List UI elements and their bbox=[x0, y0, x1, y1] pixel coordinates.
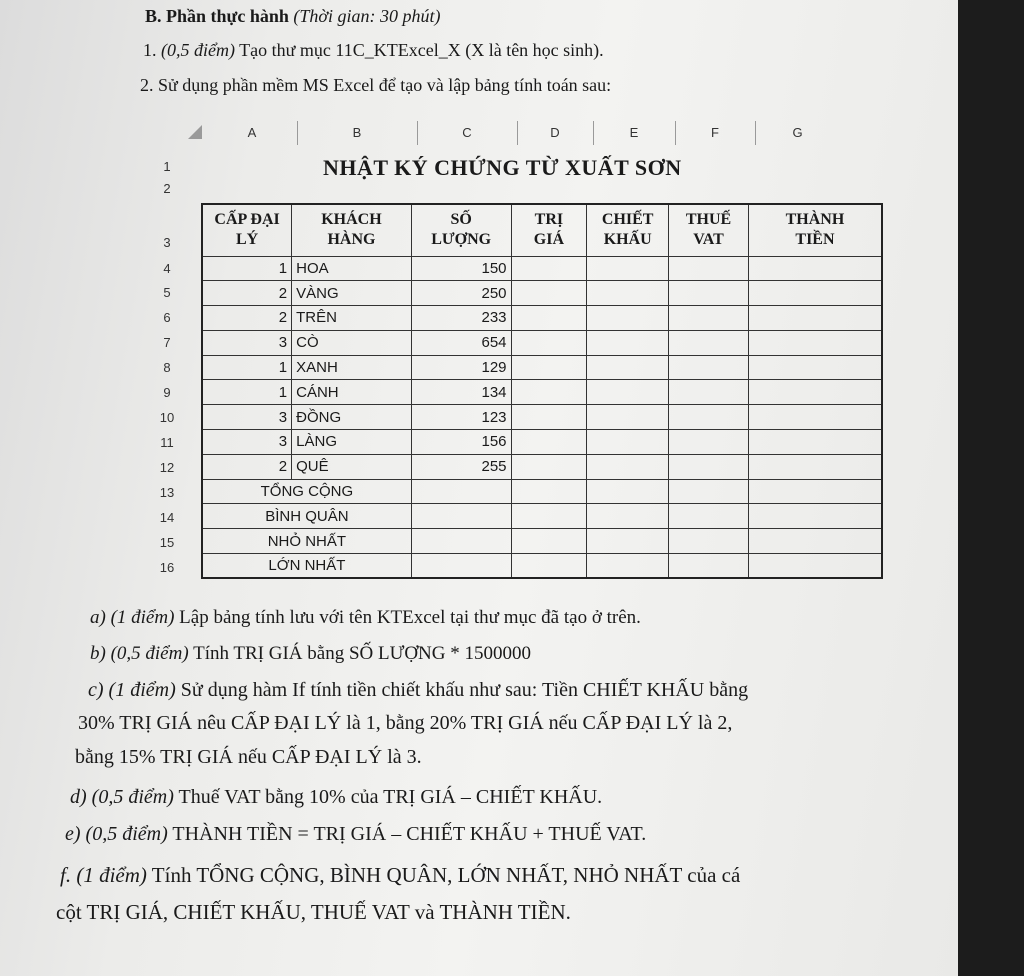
cell-empty bbox=[511, 504, 587, 529]
cell-empty bbox=[669, 380, 749, 405]
question-a-text: Lập bảng tính lưu với tên KTExcel tại thư mục đã tạo ở trên. bbox=[179, 607, 641, 628]
corner-triangle-icon bbox=[188, 125, 202, 139]
cell-empty bbox=[511, 529, 587, 554]
cell-empty bbox=[511, 554, 587, 579]
cell-empty bbox=[587, 355, 669, 380]
question-1-text: Tạo thư mục 11C_KTExcel_X (X là tên học sinh). bbox=[239, 40, 604, 60]
row-number: 2 bbox=[163, 181, 171, 196]
cell-empty bbox=[669, 330, 749, 355]
cell-empty bbox=[669, 529, 749, 554]
cell-empty bbox=[587, 281, 669, 306]
cell-empty bbox=[748, 529, 882, 554]
data-table bbox=[201, 203, 883, 579]
cell-empty bbox=[411, 479, 511, 504]
cell-cap: 3 bbox=[202, 430, 292, 455]
cell-empty bbox=[511, 306, 587, 331]
cell-empty bbox=[411, 554, 511, 579]
column-header-c: C bbox=[462, 124, 472, 140]
cell-empty bbox=[587, 529, 669, 554]
cell-empty bbox=[669, 430, 749, 455]
cell-khach: QUÊ bbox=[292, 454, 412, 479]
cell-cap: 1 bbox=[202, 380, 292, 405]
question-d-text: Thuế VAT bằng 10% của TRỊ GIÁ – CHIẾT KHẤU. bbox=[178, 786, 603, 808]
cell-khach: XANH bbox=[292, 355, 412, 380]
table-row bbox=[202, 380, 882, 405]
row-number: 4 bbox=[163, 261, 171, 276]
cell-empty bbox=[748, 430, 882, 455]
header-khach-hang: KHÁCH HÀNG bbox=[292, 204, 412, 256]
row-number: 10 bbox=[159, 410, 175, 425]
cell-empty bbox=[511, 256, 587, 281]
cell-cap: 1 bbox=[202, 355, 292, 380]
cell-khach: CÒ bbox=[292, 330, 412, 355]
row-number: 1 bbox=[163, 159, 171, 174]
summary-row bbox=[202, 529, 882, 554]
cell-khach: TRÊN bbox=[292, 306, 412, 331]
section-time: (Thời gian: 30 phút) bbox=[293, 6, 441, 26]
cell-empty bbox=[587, 504, 669, 529]
column-header-f: F bbox=[711, 124, 719, 140]
summary-row bbox=[202, 554, 882, 579]
table-row bbox=[202, 405, 882, 430]
question-e bbox=[65, 823, 646, 846]
header-thue-vat: THUẾ VAT bbox=[669, 204, 749, 256]
cell-empty bbox=[669, 405, 749, 430]
row-number: 12 bbox=[159, 460, 175, 475]
question-2: 2. Sử dụng phần mềm MS Excel để tạo và lập bảng tính toán sau: bbox=[140, 75, 612, 95]
sheet-title: NHẬT KÝ CHỨNG TỪ XUẤT SƠN bbox=[323, 155, 682, 180]
cell-empty bbox=[669, 281, 749, 306]
question-e-text: THÀNH TIỀN = TRỊ GIÁ – CHIẾT KHẤU + THUẾ VAT. bbox=[172, 823, 647, 845]
cell-empty bbox=[411, 504, 511, 529]
cell-cap: 1 bbox=[202, 256, 292, 281]
cell-empty bbox=[511, 330, 587, 355]
column-header-b: B bbox=[352, 124, 362, 140]
table-row bbox=[202, 454, 882, 479]
cell-empty bbox=[748, 454, 882, 479]
row-number: 11 bbox=[160, 435, 174, 450]
question-f-points: f. (1 điểm) bbox=[60, 863, 147, 887]
row-number: 13 bbox=[159, 485, 175, 500]
cell-empty bbox=[511, 355, 587, 380]
summary-label: NHỎ NHẤT bbox=[202, 529, 411, 554]
cell-empty bbox=[587, 405, 669, 430]
header-so-luong: SỐ LƯỢNG bbox=[411, 204, 511, 256]
cell-empty bbox=[669, 554, 749, 579]
cell-empty bbox=[511, 479, 587, 504]
cell-khach: HOA bbox=[292, 256, 412, 281]
cell-empty bbox=[748, 405, 882, 430]
question-e-points: e) (0,5 điểm) bbox=[65, 823, 168, 845]
cell-cap: 2 bbox=[202, 454, 292, 479]
question-c-points: c) (1 điểm) bbox=[88, 679, 176, 701]
question-a-points: a) (1 điểm) bbox=[90, 607, 175, 628]
table-row bbox=[202, 430, 882, 455]
table-header-row bbox=[202, 204, 882, 256]
cell-empty bbox=[669, 306, 749, 331]
cell-empty bbox=[748, 380, 882, 405]
cell-cap: 3 bbox=[202, 405, 292, 430]
table-row bbox=[202, 306, 882, 331]
column-header-a: A bbox=[247, 124, 257, 140]
row-number: 14 bbox=[159, 510, 175, 525]
row-number: 7 bbox=[163, 335, 171, 350]
cell-empty bbox=[587, 380, 669, 405]
question-b bbox=[90, 643, 531, 665]
summary-label: BÌNH QUÂN bbox=[202, 504, 411, 529]
cell-empty bbox=[748, 355, 882, 380]
cell-empty bbox=[587, 330, 669, 355]
header-cap-dai-ly: CẤP ĐẠI LÝ bbox=[202, 204, 292, 256]
summary-label: LỚN NHẤT bbox=[202, 554, 411, 579]
section-title bbox=[145, 6, 440, 27]
cell-empty bbox=[511, 405, 587, 430]
row-number: 8 bbox=[163, 360, 171, 375]
cell-cap: 3 bbox=[202, 330, 292, 355]
cell-empty bbox=[587, 256, 669, 281]
row-number: 9 bbox=[163, 385, 171, 400]
table-row bbox=[202, 281, 882, 306]
cell-empty bbox=[748, 306, 882, 331]
table-row bbox=[202, 355, 882, 380]
cell-so-luong: 129 bbox=[411, 355, 511, 380]
cell-empty bbox=[511, 454, 587, 479]
question-c-text-3: bằng 15% TRỊ GIÁ nếu CẤP ĐẠI LÝ là 3. bbox=[75, 746, 422, 768]
cell-empty bbox=[669, 256, 749, 281]
question-f-text-2: cột TRỊ GIÁ, CHIẾT KHẤU, THUẾ VAT và THÀNH TIỀN. bbox=[56, 900, 571, 924]
cell-empty bbox=[669, 504, 749, 529]
cell-cap: 2 bbox=[202, 306, 292, 331]
question-a bbox=[90, 607, 641, 629]
question-b-points: b) (0,5 điểm) bbox=[90, 643, 189, 664]
row-number: 16 bbox=[159, 560, 175, 575]
question-c-text-1: Sử dụng hàm If tính tiền chiết khấu như sau: Tiền CHIẾT KHẤU bằng bbox=[180, 679, 749, 701]
question-c-text-2: 30% TRỊ GIÁ nêu CẤP ĐẠI LÝ là 1, bằng 20% TRỊ GIÁ nếu CẤP ĐẠI LÝ là 2, bbox=[78, 712, 733, 734]
summary-row bbox=[202, 504, 882, 529]
header-tri-gia: TRỊ GIÁ bbox=[511, 204, 587, 256]
row-number: 5 bbox=[163, 285, 171, 300]
cell-empty bbox=[748, 554, 882, 579]
row-number: 15 bbox=[159, 535, 175, 550]
question-1 bbox=[143, 40, 604, 61]
question-f-text-1: Tính TỔNG CỘNG, BÌNH QUÂN, LỚN NHẤT, NHỎ NHẤT của cá bbox=[151, 863, 741, 887]
cell-empty bbox=[587, 306, 669, 331]
select-all-corner bbox=[185, 117, 205, 147]
cell-so-luong: 250 bbox=[411, 281, 511, 306]
cell-empty bbox=[669, 479, 749, 504]
row-number: 6 bbox=[163, 310, 171, 325]
cell-empty bbox=[587, 430, 669, 455]
question-1-number: 1. bbox=[143, 40, 157, 60]
cell-empty bbox=[511, 430, 587, 455]
cell-empty bbox=[587, 454, 669, 479]
question-b-text: Tính TRỊ GIÁ bằng SỐ LƯỢNG * 1500000 bbox=[193, 643, 531, 664]
summary-label: TỔNG CỘNG bbox=[202, 479, 411, 504]
table-row bbox=[202, 330, 882, 355]
cell-cap: 2 bbox=[202, 281, 292, 306]
cell-empty bbox=[748, 281, 882, 306]
cell-so-luong: 233 bbox=[411, 306, 511, 331]
cell-empty bbox=[669, 355, 749, 380]
cell-empty bbox=[511, 281, 587, 306]
header-thanh-tien: THÀNH TIỀN bbox=[748, 204, 882, 256]
section-label: B. Phần thực hành bbox=[145, 6, 289, 26]
question-d bbox=[70, 786, 602, 809]
column-header-d: D bbox=[550, 124, 560, 140]
cell-empty bbox=[587, 554, 669, 579]
cell-so-luong: 134 bbox=[411, 380, 511, 405]
cell-empty bbox=[748, 479, 882, 504]
cell-empty bbox=[748, 504, 882, 529]
row-number: 3 bbox=[163, 235, 171, 250]
column-header-g: G bbox=[792, 124, 803, 140]
column-header-e: E bbox=[629, 124, 639, 140]
cell-empty bbox=[411, 529, 511, 554]
question-d-points: d) (0,5 điểm) bbox=[70, 786, 174, 808]
cell-empty bbox=[587, 479, 669, 504]
spreadsheet-image bbox=[145, 115, 885, 580]
cell-so-luong: 123 bbox=[411, 405, 511, 430]
header-chiet-khau: CHIẾT KHẤU bbox=[587, 204, 669, 256]
cell-so-luong: 156 bbox=[411, 430, 511, 455]
cell-khach: LÀNG bbox=[292, 430, 412, 455]
question-c bbox=[88, 679, 748, 702]
cell-so-luong: 654 bbox=[411, 330, 511, 355]
cell-khach: CÁNH bbox=[292, 380, 412, 405]
summary-row bbox=[202, 479, 882, 504]
cell-khach: VÀNG bbox=[292, 281, 412, 306]
cell-empty bbox=[511, 380, 587, 405]
question-f bbox=[60, 863, 740, 888]
cell-empty bbox=[748, 256, 882, 281]
cell-so-luong: 255 bbox=[411, 454, 511, 479]
table-row bbox=[202, 256, 882, 281]
question-1-points: (0,5 điểm) bbox=[161, 40, 235, 60]
cell-empty bbox=[669, 454, 749, 479]
cell-so-luong: 150 bbox=[411, 256, 511, 281]
cell-empty bbox=[748, 330, 882, 355]
cell-khach: ĐỒNG bbox=[292, 405, 412, 430]
